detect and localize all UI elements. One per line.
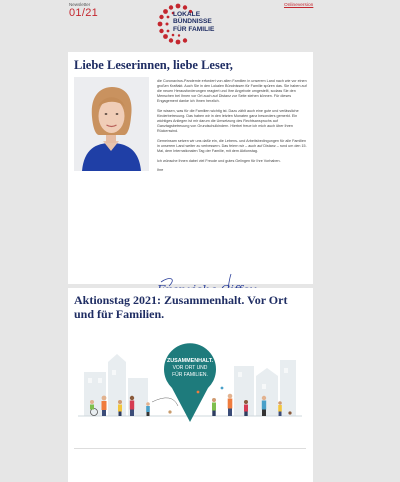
newsletter-header [0, 0, 400, 50]
minister-portrait [74, 77, 149, 171]
letter-closing: Ihre [157, 168, 164, 173]
portrait-image-icon [74, 77, 149, 171]
letter-body [157, 79, 307, 178]
map-pin-icon [164, 343, 216, 422]
pin-line-1: ZUSAMMENHALT. [166, 358, 214, 364]
letter-paragraph: Ich wünsche Ihnen dabei viel Freude und gutes Gelingen für Ihre Vorhaben. [157, 158, 281, 163]
section-divider [74, 448, 306, 449]
newsletter-label: Newsletter [69, 2, 91, 7]
logo-line-1: LOKALE [173, 11, 201, 18]
logo-wordmark [173, 11, 214, 33]
lokale-buendnisse-logo[interactable] [156, 2, 218, 46]
pin-line-2: VOR ORT UND [172, 365, 208, 371]
aktionstag-illustration [74, 332, 306, 424]
greeting-title: Liebe Leserinnen, liebe Leser, [74, 58, 233, 72]
aktionstag-card [68, 288, 313, 482]
greeting-card [68, 52, 313, 284]
letter-paragraph: die Coronavirus-Pandemie erfordert von allen Familien in unserem Land nach wie vor einen großen Kraftakt. Auch Sie in den Lokalen Bündnissen für Familie spüren das. Sie haben auf die neuen Herausforderungen reagiert und Ihre Angebote umgestellt, sodass Sie den Menschen bei Ihnen vor Ort auch auf Distanz zur Seite stehen können. Für dieses Engagement danke ich Ihnen herzlich. [157, 79, 307, 104]
logo-line-3: FÜR FAMILIE [173, 25, 215, 33]
letter-paragraph: Sie wissen, was für die Familien wichtig ist. Dazu zählt auch eine gute und verlässliche Kinderbetreuung. Das haben wir in den letzten Monaten ganz besonders gemerkt. Ein wichtiges Anliegen ist mir darum die Umsetzung des Rechtsanspruchs auf Ganztagsbetreuung von Grundschulkindern. Hierbei freue ich mich auch über Ihren Rückenwind. [157, 108, 299, 134]
issue-number: 01/21 [69, 7, 99, 19]
logo-line-2: BÜNDNISSE [173, 18, 212, 26]
aktionstag-title: Aktionstag 2021: Zusammenhalt. Vor Ort und für Familien. [74, 293, 288, 321]
online-version-link[interactable]: Onlineversion [284, 3, 314, 8]
pin-line-3: FÜR FAMILIEN. [172, 372, 208, 378]
letter-paragraph: Gemeinsam setzen wir uns dafür ein, die Lebens- und Arbeitsbedingungen für alle Familien in unserem Land weiter zu verbessern. Das feiern wir – auch auf Distanz – rund um den 15. Mai, dem Internationalen Tag der Familie, mit dem Aktionstag. [157, 138, 307, 154]
